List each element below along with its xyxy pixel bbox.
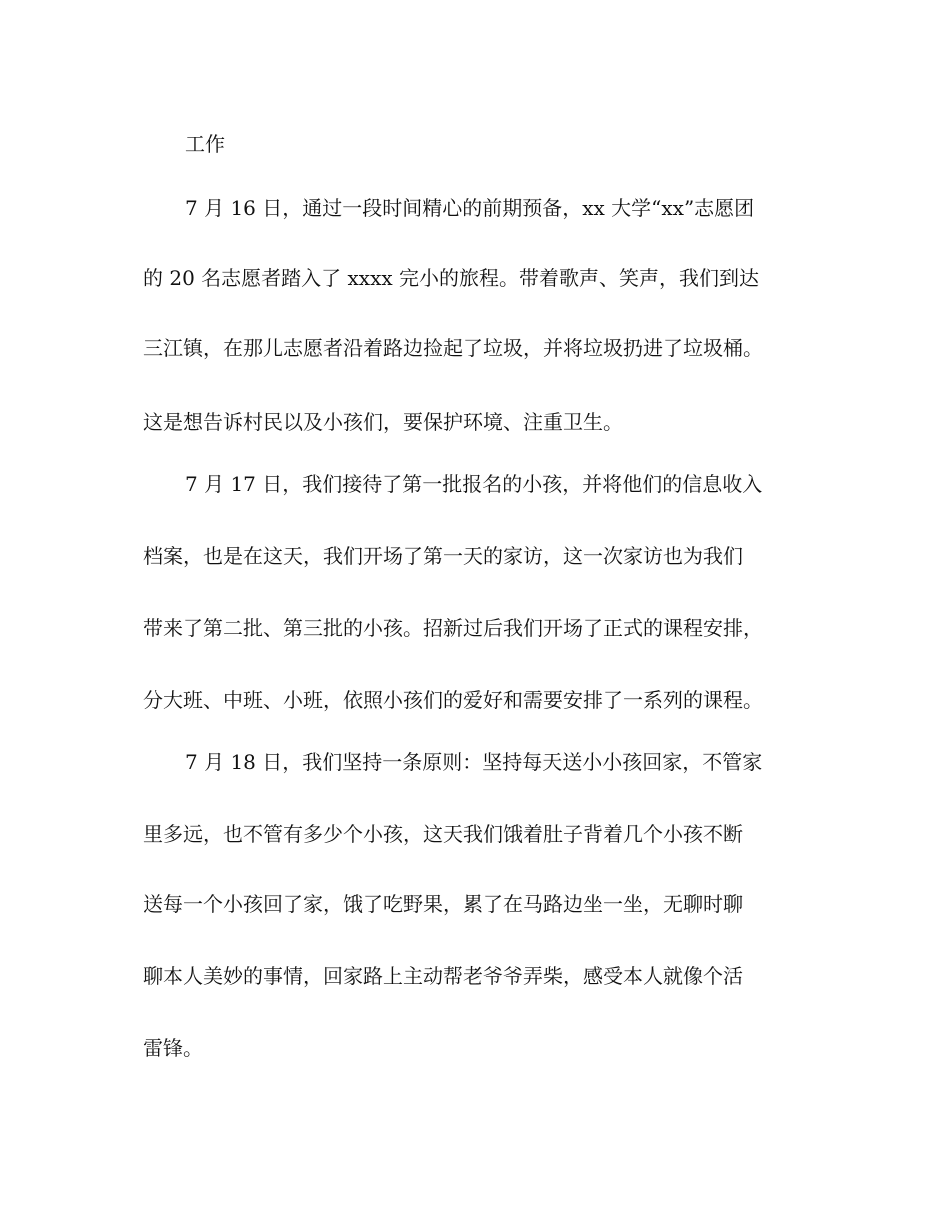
paragraph-line: 聊本人美妙的事情，回家路上主动帮老爷爷弄柴，感受本人就像个活 xyxy=(143,964,743,988)
paragraph-line: 里多远，也不管有多少个小孩，这天我们饿着肚子背着几个小孩不断 xyxy=(143,822,743,846)
paragraph-line: 档案，也是在这天，我们开场了第一天的家访，这一次家访也为我们 xyxy=(143,544,743,568)
paragraph-line: 7 月 18 日，我们坚持一条原则：坚持每天送小小孩回家，不管家 xyxy=(185,750,763,774)
paragraph-line: 送每一个小孩回了家，饿了吃野果，累了在马路边坐一坐，无聊时聊 xyxy=(143,892,743,916)
paragraph-line: 分大班、中班、小班，依照小孩们的爱好和需要安排了一系列的课程。 xyxy=(143,688,763,712)
paragraph-line: 7 月 16 日，通过一段时间精心的前期预备，xx 大学“xx”志愿团 xyxy=(185,196,755,220)
paragraph-line: 7 月 17 日，我们接待了第一批报名的小孩，并将他们的信息收入 xyxy=(185,472,763,496)
paragraph-line: 三江镇，在那儿志愿者沿着路边捡起了垃圾，并将垃圾扔进了垃圾桶。 xyxy=(143,336,763,360)
paragraph-line: 这是想告诉村民以及小孩们，要保护环境、注重卫生。 xyxy=(143,410,623,434)
paragraph-line: 的 20 名志愿者踏入了 xxxx 完小的旅程。带着歌声、笑声，我们到达 xyxy=(143,266,759,290)
section-heading: 工作 xyxy=(185,132,225,156)
paragraph-line: 带来了第二批、第三批的小孩。招新过后我们开场了正式的课程安排， xyxy=(143,616,763,640)
paragraph-line: 雷锋。 xyxy=(143,1036,203,1060)
